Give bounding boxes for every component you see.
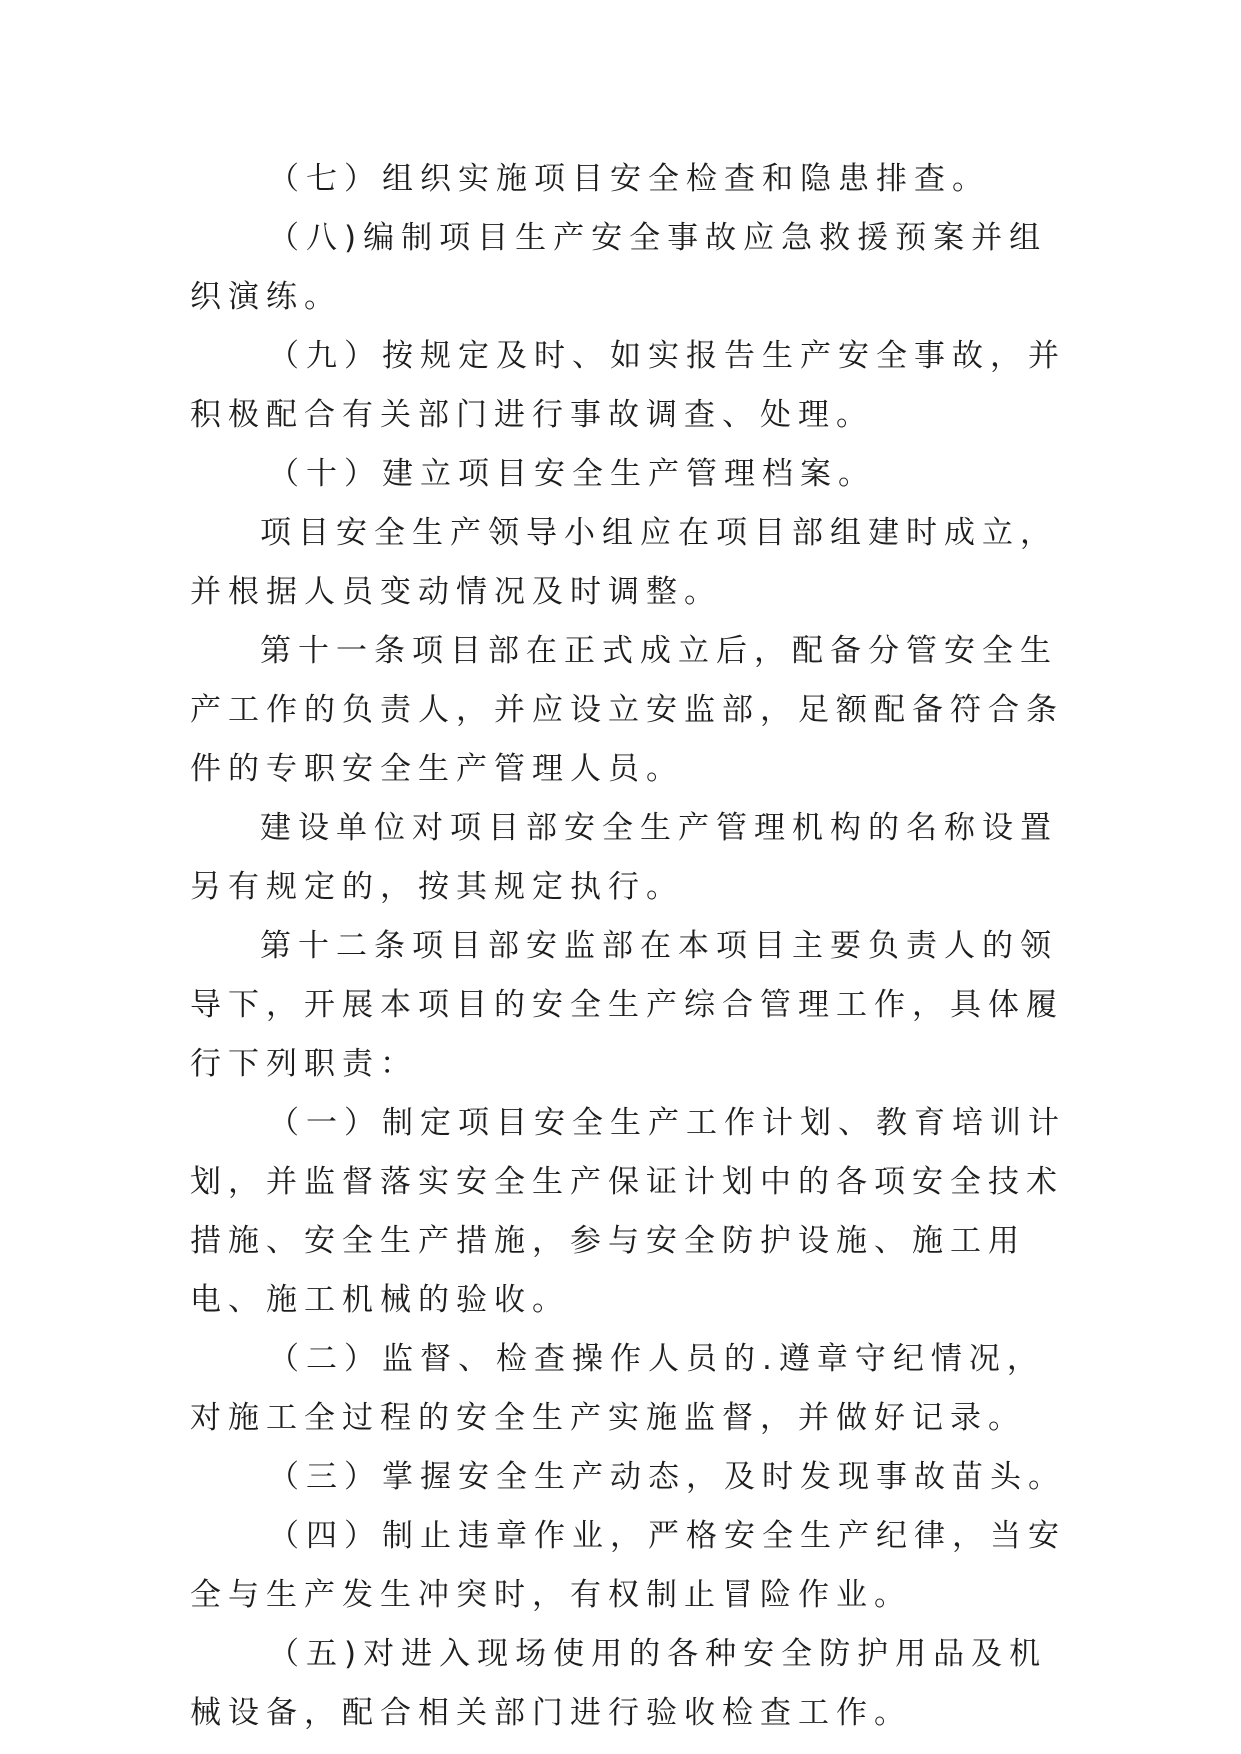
paragraph-leadership-group: 项目安全生产领导小组应在项目部组建时成立，并根据人员变动情况及时调整。 [190, 515, 1058, 610]
paragraph-item-9: （九）按规定及时、如实报告生产安全事故，并积极配合有关部门进行事故调查、处理。 [190, 338, 1066, 433]
paragraph-item-8: （八)编制项目生产安全事故应急救援预案并组织演练。 [190, 220, 1048, 315]
paragraph-duty-3: （三）掌握安全生产动态，及时发现事故苗头。 [268, 1459, 1066, 1495]
paragraph-naming-rule: 建设单位对项目部安全生产管理机构的名称设置另有规定的，按其规定执行。 [190, 810, 1058, 905]
paragraph-duty-1: （一）制定项目安全生产工作计划、教育培训计划，并监督落实安全生产保证计划中的各项安全技术措施、安全生产措施，参与安全防护设施、施工用电、施工机械的验收。 [190, 1105, 1066, 1318]
paragraph-duty-4: （四）制止违章作业，严格安全生产纪律，当安全与生产发生冲突时，有权制止冒险作业。 [190, 1518, 1066, 1613]
paragraph-item-10: （十）建立项目安全生产管理档案。 [268, 456, 876, 492]
paragraph-duty-2: （二）监督、检查操作人员的.遵章守纪情况，对施工全过程的安全生产实施监督，并做好记录。 [190, 1341, 1045, 1436]
paragraph-duty-5: （五)对进入现场使用的各种安全防护用品及机械设备，配合相关部门进行验收检查工作。 [190, 1636, 1048, 1731]
paragraph-item-7: （七）组织实施项目安全检查和隐患排查。 [268, 161, 990, 197]
paragraph-article-11: 第十一条项目部在正式成立后，配备分管安全生产工作的负责人，并应设立安监部，足额配备符合条件的专职安全生产管理人员。 [190, 633, 1064, 787]
paragraph-article-12: 第十二条项目部安监部在本项目主要负责人的领导下，开展本项目的安全生产综合管理工作，具体履行下列职责： [190, 928, 1064, 1082]
document-body [190, 150, 1070, 1743]
